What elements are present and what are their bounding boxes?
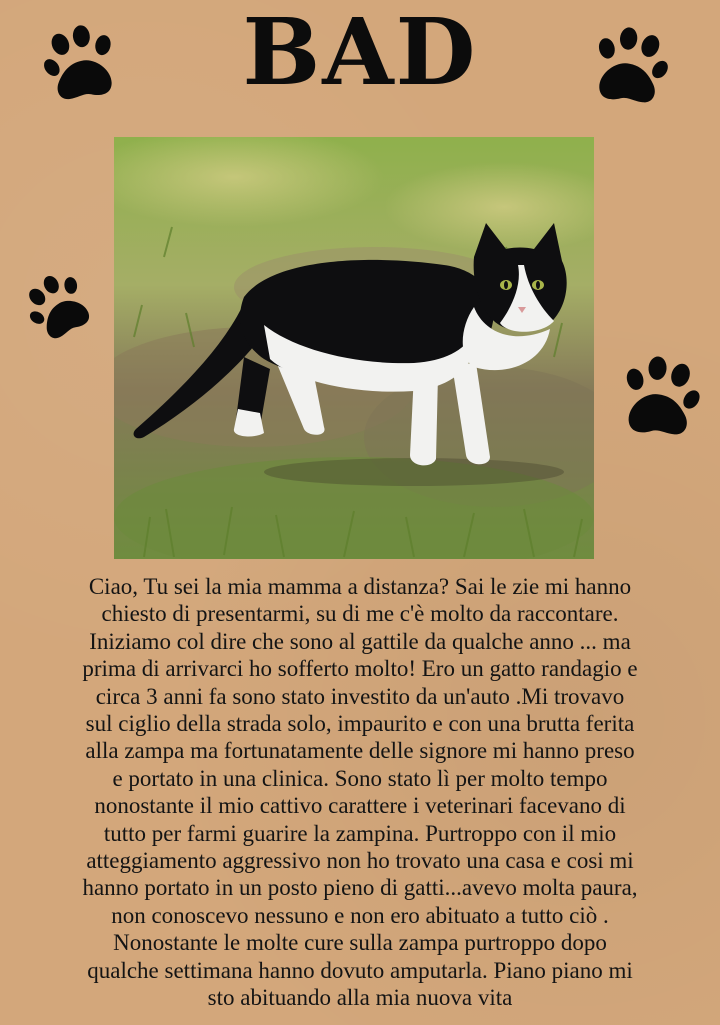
- paw-print-icon: [582, 20, 677, 117]
- page-title: BAD: [242, 0, 478, 106]
- paw-print-icon: [34, 17, 129, 114]
- cat-story-text: Ciao, Tu sei la mia mamma a distanza? Sai le zie mi hanno chiesto di presentarmi, su di me c'è molto da raccontare. Iniziamo col dire che sono al gattile da qualche anno ... ma prima di arrivarci ho sofferto molto! Ero un gatto randagio e circa 3 anni fa sono stato investito da un'auto .Mi trovavo sul ciglio della strada solo, impaurito e con una brutta ferita alla zampa ma fortunatamente delle signore mi hanno preso e portato in una clinica. Sono stato lì per molto tempo nonostante il mio cattivo carattere i veterinari facevano di tutto per farmi guarire la zampina. Purtroppo con il mio atteggiamento aggressivo non ho trovato una casa e cosi mi hanno portato in un posto pieno di gatti...avevo molta paura, non conoscevo nessuno e non ero abituato a tutto ciò . Nonostante le molte cure sulla zampa purtroppo dopo qualche settimana hanno dovuto amputarla. Piano piano mi sto abituando alla mia nuova vita: [82, 574, 638, 1011]
- black-and-white-cat-photo: [114, 137, 594, 559]
- paw-print-icon: [611, 349, 707, 449]
- paw-print-icon: [13, 260, 108, 355]
